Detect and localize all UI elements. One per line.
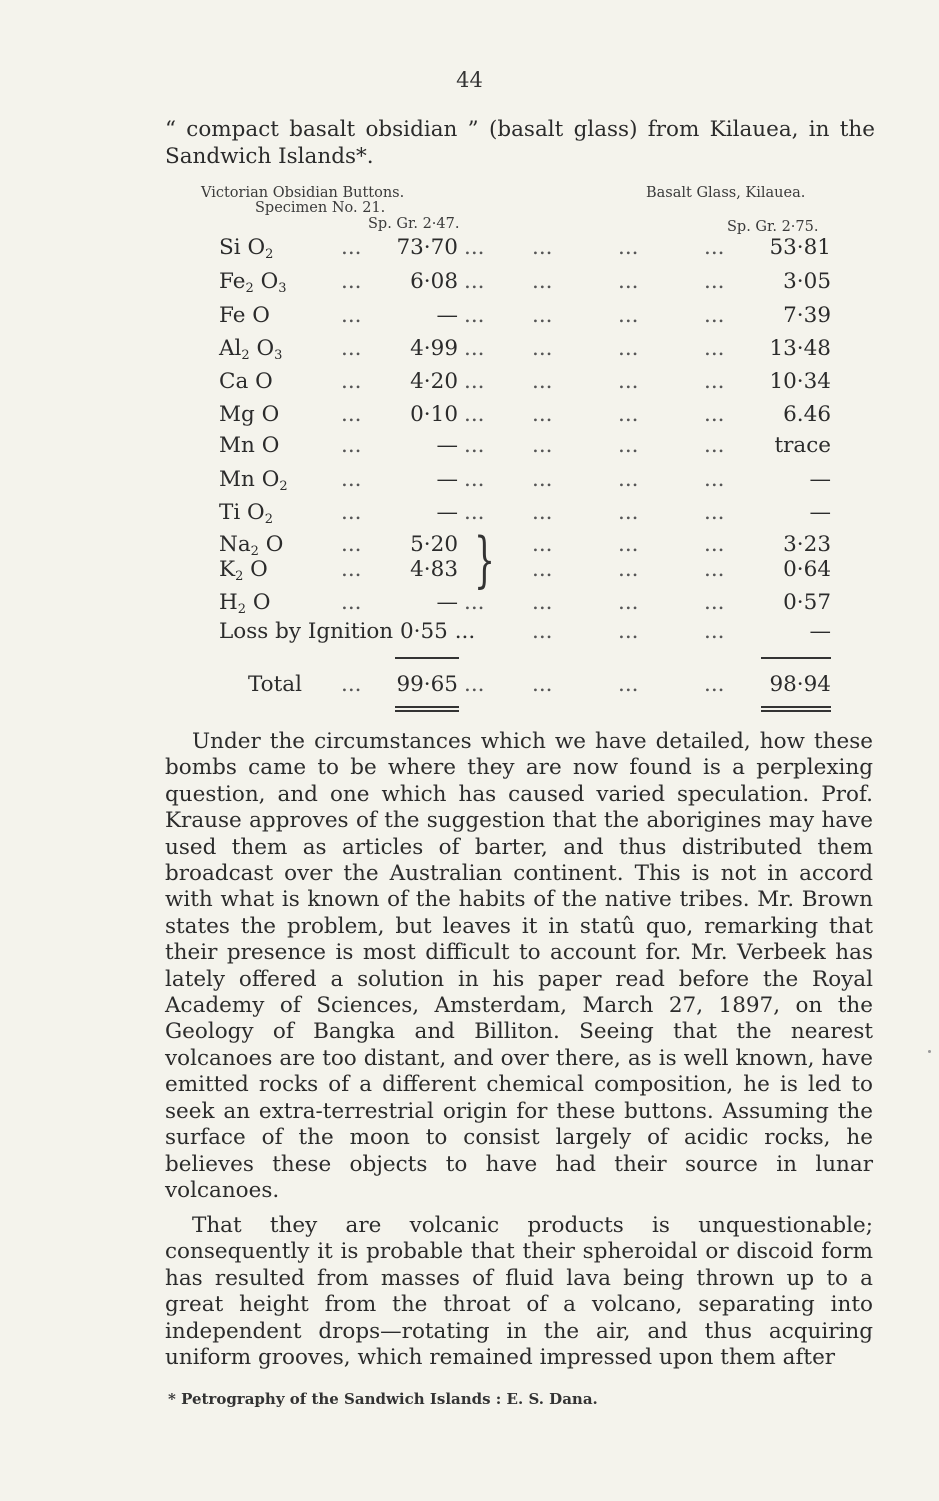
dots: ... <box>341 303 362 328</box>
loss-kilauea-value: — <box>809 619 831 644</box>
dots: ... <box>532 235 553 260</box>
dots: ... <box>532 467 553 492</box>
dots: ... <box>704 235 725 260</box>
loss-label: Loss by Ignition 0·55 ... <box>219 619 476 644</box>
table-header-right-title: Basalt Glass, Kilauea. <box>646 185 806 201</box>
compound-name: $Fe_2$ $O_3$ <box>219 269 287 296</box>
dots: ... <box>532 619 553 644</box>
kilauea-value: 3·23 <box>783 532 831 557</box>
victorian-value: — <box>436 303 458 328</box>
total-double-rule-left-2 <box>395 710 459 712</box>
dots: ... <box>532 402 553 427</box>
dots: ... <box>532 369 553 394</box>
dots: ... <box>341 336 362 361</box>
dots: ... <box>341 235 362 260</box>
dots: ... <box>704 369 725 394</box>
dots: ... <box>532 336 553 361</box>
dots: ... <box>341 269 362 294</box>
victorian-value: — <box>436 500 458 525</box>
victorian-value: 4·83 <box>410 557 458 582</box>
victorian-value: 4·20 <box>410 369 458 394</box>
table-header-left-specimen: Specimen No. 21. <box>255 200 386 216</box>
dots: ... <box>464 467 485 492</box>
compound-name: Mg O <box>219 402 280 427</box>
total-double-rule-left-1 <box>395 706 459 708</box>
kilauea-value: 53·81 <box>769 235 831 260</box>
dots: ... <box>341 467 362 492</box>
intro-paragraph: “ compact basalt obsidian ” (basalt glass) from Kilauea, in the Sandwich Islands*. <box>165 117 875 169</box>
dots: ... <box>618 619 639 644</box>
dots: ... <box>704 467 725 492</box>
compound-name: $H_2$ O <box>219 590 271 617</box>
table-row-loss <box>0 617 939 647</box>
subtotal-rule-left <box>395 657 459 659</box>
dots: ... <box>341 500 362 525</box>
dots: ... <box>464 590 485 615</box>
table-row <box>0 301 939 331</box>
dots: ... <box>532 500 553 525</box>
total-kilauea-value: 98·94 <box>769 672 831 697</box>
dots: ... <box>464 500 485 525</box>
table-header-left-gravity: Sp. Gr. 2·47. <box>368 216 460 232</box>
dots: ... <box>618 557 639 582</box>
dots: ... <box>618 532 639 557</box>
kilauea-value: 3·05 <box>783 269 831 294</box>
paragraph-speculation: Under the circumstances which we have detailed, how these bombs came to be where they are now found is a perplexing question, and one which has caused varied speculation. Prof. Krause approves of the suggestion that the aborigines may have used them as articles of barter, and thus distributed them broadcast over the Australian continent. This is not in accord with what is known of the habits of the native tribes. Mr. Brown states the problem, but leaves it in statû quo, remarking that their presence is most difficult to account for. Mr. Verbeek has lately offered a solution in his paper read before the Royal Academy of Sciences, Amsterdam, March 27, 1897, on the Geology of Bangka and Billiton. Seeing that the nearest volcanoes are too distant, and over there, as is well known, have emitted rocks of a different chemical composition, he is led to seek an extra-terrestrial origin for these buttons. Assuming the surface of the moon to consist largely of acidic rocks, he believes these objects to have had their source in lunar volcanoes. <box>165 729 873 1203</box>
dots: ... <box>464 269 485 294</box>
dots: ... <box>704 619 725 644</box>
total-double-rule-right-2 <box>761 710 831 712</box>
compound-name: $Na_2$ O <box>219 532 284 559</box>
dots: ... <box>704 590 725 615</box>
total-label: Total <box>248 672 302 697</box>
victorian-value: 73·70 <box>396 235 458 260</box>
table-row <box>0 367 939 397</box>
dots: ... <box>464 303 485 328</box>
dots: ... <box>618 467 639 492</box>
kilauea-value: 7·39 <box>783 303 831 328</box>
total-victorian-value: 99·65 <box>396 672 458 697</box>
dots: ... <box>704 433 725 458</box>
dots: ... <box>464 235 485 260</box>
table-row <box>0 465 939 495</box>
table-header-left-title: Victorian Obsidian Buttons. <box>201 185 405 201</box>
brace-symbol: } <box>474 525 496 595</box>
page-number: 44 <box>456 68 483 92</box>
kilauea-value: — <box>809 467 831 492</box>
dots: ... <box>704 269 725 294</box>
dots: ... <box>704 500 725 525</box>
table-row <box>0 555 939 585</box>
subtotal-rule-right <box>761 657 831 659</box>
victorian-value: 4·99 <box>410 336 458 361</box>
margin-speck <box>928 1050 931 1053</box>
dots: ... <box>532 557 553 582</box>
compound-name: Si $O_2$ <box>219 235 274 262</box>
dots: ... <box>464 672 485 697</box>
dots: ... <box>532 672 553 697</box>
kilauea-value: 13·48 <box>769 336 831 361</box>
dots: ... <box>618 402 639 427</box>
dots: ... <box>532 269 553 294</box>
dots: ... <box>341 672 362 697</box>
victorian-value: 5·20 <box>410 532 458 557</box>
table-row <box>0 267 939 297</box>
kilauea-value: 0·64 <box>783 557 831 582</box>
dots: ... <box>532 532 553 557</box>
kilauea-value: 10·34 <box>769 369 831 394</box>
dots: ... <box>704 303 725 328</box>
dots: ... <box>618 433 639 458</box>
compound-name: Mn O <box>219 433 280 458</box>
kilauea-value: 6.46 <box>783 402 831 427</box>
kilauea-value: — <box>809 500 831 525</box>
dots: ... <box>532 433 553 458</box>
compound-name: Ca O <box>219 369 273 394</box>
kilauea-value: 0·57 <box>783 590 831 615</box>
dots: ... <box>464 336 485 361</box>
dots: ... <box>618 590 639 615</box>
compound-name: $Al_2$ $O_3$ <box>219 336 283 363</box>
total-double-rule-right-1 <box>761 706 831 708</box>
kilauea-value: trace <box>774 433 831 458</box>
victorian-value: — <box>436 467 458 492</box>
table-row <box>0 588 939 618</box>
table-row <box>0 233 939 263</box>
dots: ... <box>618 369 639 394</box>
dots: ... <box>532 303 553 328</box>
table-row <box>0 431 939 461</box>
victorian-value: — <box>436 433 458 458</box>
dots: ... <box>618 235 639 260</box>
victorian-value: — <box>436 590 458 615</box>
compound-name: Ti $O_2$ <box>219 500 273 527</box>
dots: ... <box>532 590 553 615</box>
compound-name: Mn $O_2$ <box>219 467 288 494</box>
dots: ... <box>618 672 639 697</box>
dots: ... <box>464 402 485 427</box>
dots: ... <box>704 402 725 427</box>
dots: ... <box>704 336 725 361</box>
victorian-value: 6·08 <box>410 269 458 294</box>
footnote: * Petrography of the Sandwich Islands : E. S. Dana. <box>168 1390 598 1408</box>
paragraph-volcanic-origin: That they are volcanic products is unquestionable; consequently it is probable that their spheroidal or discoid form has resulted from masses of fluid lava being thrown up to a great height from the throat of a volcano, separating into independent drops—rotating in the air, and thus acquiring uniform grooves, which remained impressed upon them after <box>165 1213 873 1371</box>
dots: ... <box>704 557 725 582</box>
table-row <box>0 334 939 364</box>
dots: ... <box>341 369 362 394</box>
table-header-right-gravity: Sp. Gr. 2·75. <box>727 219 819 235</box>
victorian-value: 0·10 <box>410 402 458 427</box>
table-row <box>0 400 939 430</box>
dots: ... <box>618 269 639 294</box>
dots: ... <box>618 336 639 361</box>
dots: ... <box>618 303 639 328</box>
dots: ... <box>704 532 725 557</box>
dots: ... <box>341 590 362 615</box>
dots: ... <box>341 433 362 458</box>
dots: ... <box>341 402 362 427</box>
table-row-total <box>0 670 939 700</box>
compound-name: $K_2$ O <box>219 557 268 584</box>
dots: ... <box>704 672 725 697</box>
dots: ... <box>618 500 639 525</box>
table-row <box>0 498 939 528</box>
compound-name: Fe O <box>219 303 270 328</box>
dots: ... <box>464 433 485 458</box>
dots: ... <box>341 557 362 582</box>
dots: ... <box>464 369 485 394</box>
dots: ... <box>341 532 362 557</box>
